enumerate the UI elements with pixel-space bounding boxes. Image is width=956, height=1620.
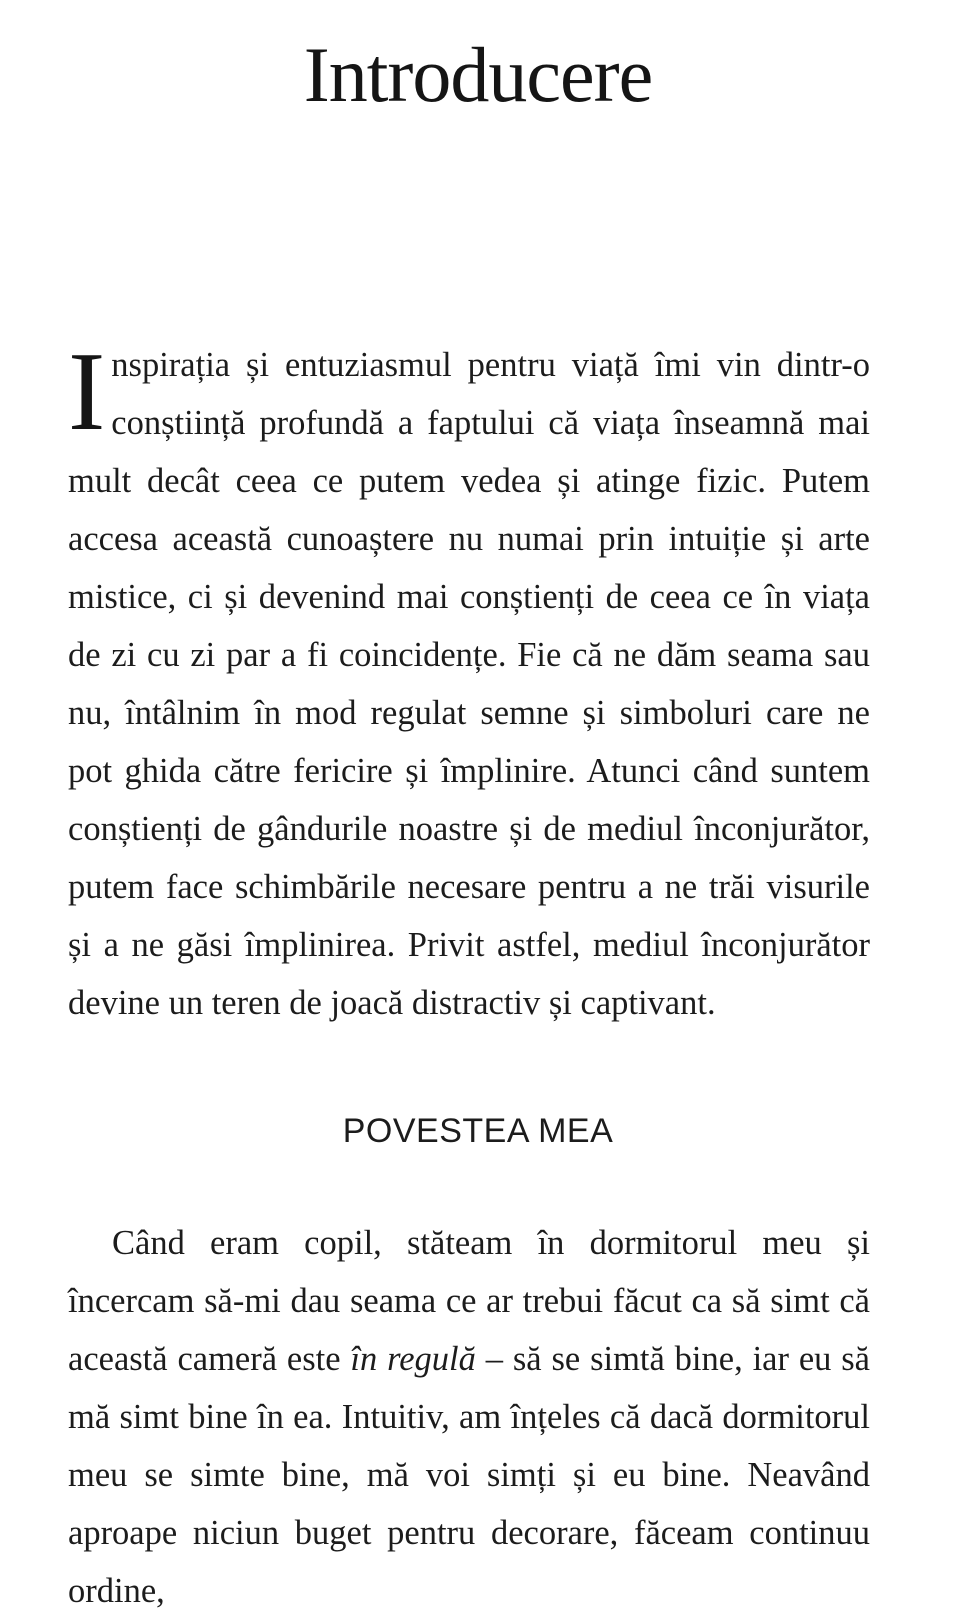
- story-italic-phrase: în regulă: [350, 1340, 476, 1378]
- section-heading: POVESTEA MEA: [342, 1112, 614, 1150]
- chapter-title: Introducere: [303, 31, 653, 118]
- drop-cap: I: [68, 330, 106, 454]
- story-paragraph: [68, 1214, 870, 1620]
- story-text-start: Când eram copil, stăteam în dormitorul meu și încercam să-mi dau seama ce ar trebui făcut ca să simt că această cameră este: [68, 1224, 870, 1378]
- intro-paragraph: [68, 330, 870, 1032]
- intro-paragraph-text: nspirația și entuziasmul pentru viață îmi vin dintr-o conștiință profundă a faptului că viața înseamnă mai mult decât ceea ce putem vedea și atinge fizic. Putem accesa această cunoaștere nu numai prin intuiție și arte mistice, ci și devenind mai conștienți de ceea ce în viața de zi cu zi par a fi coincidențe. Fie că ne dăm seama sau nu, întâlnim în mod regulat semne și simboluri care ne pot ghida către fericire și împlinire. Atunci când suntem conștienți de gândurile noastre și de mediul înconjurător, putem face schimbările necesare pentru a ne trăi visurile și a ne găsi împlinirea. Privit astfel, mediul înconjurător devine un teren de joacă distractiv și captivant.: [68, 346, 870, 1022]
- story-text-end: – să se simtă bine, iar eu să mă simt bine în ea. Intuitiv, am înțeles că dacă dormitorul meu se simte bine, mă voi simți și eu bine. Neavând aproape niciun buget pentru decorare, făceam continuu ordine,: [68, 1340, 870, 1610]
